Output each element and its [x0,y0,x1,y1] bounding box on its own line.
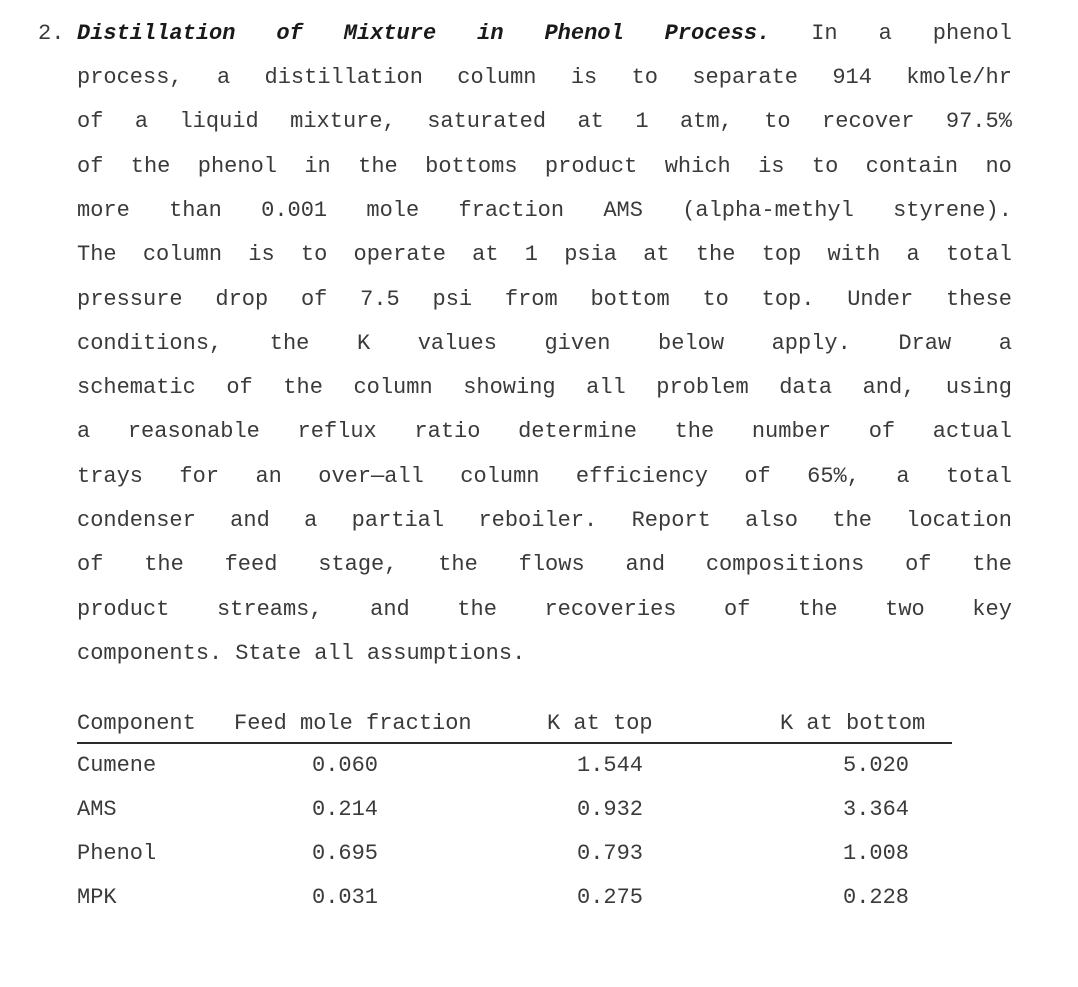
body-word: column [353,375,433,401]
cell-feed: 0.214 [312,797,379,822]
text-line [77,459,1012,495]
title-word: Distillation [77,21,236,46]
body-word: location [906,508,1012,533]
body-word: 7.5 [360,286,400,312]
body-word: at [643,242,670,268]
body-word: separate [692,65,798,90]
cell-k-top: 1.544 [577,753,644,778]
body-word: these [945,286,1012,312]
body-word: of [77,153,104,179]
body-word: the [130,153,171,179]
body-word: streams, [216,596,323,622]
title-word: of [276,21,303,46]
body-word: feed [224,552,278,578]
body-word: showing [463,375,556,401]
body-word: the [674,419,715,445]
title-word: Process. [664,21,771,46]
body-word: total [945,242,1012,268]
body-word: phenol [197,153,277,179]
body-word: stage, [318,552,398,578]
header-component: Component [77,711,196,736]
cell-k-top: 0.275 [577,885,644,910]
body-word: mixture, [290,109,396,135]
body-word: the [832,508,872,533]
body-word: of [226,375,253,401]
body-word: styrene). [893,197,1012,223]
body-word: the [972,552,1012,578]
body-word: Report [631,508,711,533]
body-word: in [304,153,331,179]
body-word: values [417,330,497,356]
body-word: 1 [524,242,538,268]
body-word: psia [564,242,618,268]
text-line [77,237,1012,273]
body-word: (alpha-methyl [682,197,854,223]
body-word: product [77,596,170,622]
body-word: problem [656,375,749,401]
body-word: column [457,65,537,90]
text-line [77,326,1012,362]
body-word: of [868,419,896,445]
body-word: key [972,596,1012,622]
text-line [77,547,1012,583]
text-line [77,414,1012,450]
body-word: K [356,330,371,356]
body-word: the [457,596,497,622]
body-word: atm, [679,109,733,135]
body-word: at [472,242,499,268]
body-word: all [586,375,626,401]
body-word: to [811,153,839,179]
body-word: is [248,242,275,268]
body-word: reasonable [127,419,260,445]
body-word: 1 [635,109,649,135]
body-word: and [230,508,270,533]
cell-component: Cumene [77,753,157,778]
body-word: process, [77,65,183,90]
body-word: and, [862,375,916,401]
text-line [77,60,1012,96]
body-word: all [314,640,354,666]
body-word: kmole/hr [906,65,1012,90]
body-word: mole [366,197,420,223]
body-word: partial [351,508,445,533]
body-word: liquid [179,109,259,135]
body-word: a [878,21,892,46]
body-word: of [744,463,771,489]
body-word: with [827,242,881,268]
body-word: bottom [590,286,670,312]
cell-feed: 0.031 [312,885,379,910]
cell-component: Phenol [77,841,157,866]
title-word: Phenol [544,21,624,46]
body-word: an [255,463,282,489]
body-word: of [300,286,328,312]
table-row [77,832,952,876]
text-line [77,282,1012,318]
body-word: drop [215,286,269,312]
body-word: the [283,375,323,401]
body-word: using [945,375,1012,401]
problem-title-line [77,16,1012,52]
body-word: over—all [318,463,424,489]
body-word: bottoms [425,153,518,179]
body-word: of [77,109,104,135]
cell-component: MPK [77,885,117,910]
body-word: data [779,375,833,401]
body-word: saturated [427,109,547,135]
body-word: of [905,552,932,578]
body-word: two [885,596,925,622]
body-word: the [358,153,398,179]
body-word: conditions, [77,330,223,356]
body-word: total [945,463,1012,489]
body-word: AMS [603,197,643,223]
body-word: The [77,242,117,268]
body-word: of [77,552,104,578]
body-word: number [751,419,832,445]
cell-k-top: 0.932 [577,797,644,822]
body-word: contain [865,153,959,179]
body-word: State [235,640,302,666]
body-word: In [811,21,838,46]
body-word: product [544,153,638,179]
body-word: schematic [77,375,196,401]
body-word: psi [432,286,473,312]
title-word: Mixture [343,21,437,46]
text-line [77,149,1012,185]
body-word: and [625,552,666,578]
cell-component: AMS [77,797,117,822]
body-word: distillation [264,65,423,90]
body-word: components. [77,640,223,666]
body-word: a [77,419,91,445]
header-feed-mole-fraction: Feed mole fraction [234,711,472,736]
body-word: column [142,242,223,268]
header-k-top: K at top [547,711,653,736]
title-word: in [477,21,504,46]
k-value-table [77,706,952,920]
cell-k-bottom: 0.228 [843,885,910,910]
body-word: more [77,197,130,223]
body-word: at [577,109,604,135]
body-word: recover [822,109,915,135]
text-line [77,193,1012,229]
cell-k-bottom: 1.008 [843,841,910,866]
cell-k-bottom: 3.364 [843,797,910,822]
body-word: a [216,65,231,90]
body-word: below [658,330,725,356]
body-word: to [764,109,791,135]
body-word: which [664,153,731,179]
body-word: trays [77,463,144,489]
table-header-row [77,706,952,744]
header-k-bottom: K at bottom [780,711,926,736]
body-word: a [134,109,149,135]
body-word: apply. [771,330,851,356]
body-word: the [144,552,184,578]
body-word: top. [761,286,815,312]
body-word: the [438,552,478,578]
body-word: efficiency [575,463,708,489]
table-row [77,788,952,832]
body-word: of [724,596,751,622]
body-word: 914 [832,65,872,90]
table-row [77,744,952,788]
body-word: to [702,286,729,312]
body-word: fraction [458,197,565,223]
body-word: recoveries [544,596,677,622]
text-line [77,636,1012,672]
body-word: is [570,65,598,90]
body-word: than [169,197,222,223]
body-word: phenol [932,21,1012,46]
body-word: the [797,596,838,622]
body-word: assumptions. [366,640,526,666]
body-word: 65%, [807,463,860,489]
body-word: and [370,596,410,622]
body-word: compositions [705,552,865,578]
body-word: Draw [898,330,952,356]
body-word: also [745,508,798,533]
body-word: a [896,463,910,489]
cell-feed: 0.695 [312,841,379,866]
body-word: for [179,463,220,489]
cell-k-top: 0.793 [577,841,644,866]
body-word: flows [518,552,585,578]
body-word: pressure [77,286,183,312]
body-word: a [304,508,318,533]
body-word: top [761,242,802,268]
table-row [77,876,952,920]
cell-k-bottom: 5.020 [843,753,910,778]
body-word: 0.001 [261,197,328,223]
body-word: column [460,463,540,489]
body-word: reboiler. [478,508,598,533]
body-word: condenser [77,508,196,533]
body-word: from [504,286,558,312]
text-line [77,104,1012,140]
body-word: the [269,330,310,356]
problem-number: 2. [38,21,65,46]
body-word: a [906,242,920,268]
body-word: actual [932,419,1012,445]
body-word: the [695,242,736,268]
body-word: operate [353,242,446,268]
body-word: reflux [297,419,377,445]
body-word: given [544,330,611,356]
body-word: Under [847,286,914,312]
text-line [77,503,1012,539]
body-word: a [998,330,1012,356]
body-word: is [758,153,785,179]
body-word: ratio [414,419,481,445]
cell-feed: 0.060 [312,753,379,778]
body-word: to [631,65,659,90]
text-line [77,592,1012,628]
body-word: 97.5% [945,109,1012,135]
text-line [77,370,1012,406]
body-word: determine [518,419,637,445]
body-word: no [985,153,1012,179]
body-word: to [300,242,328,268]
